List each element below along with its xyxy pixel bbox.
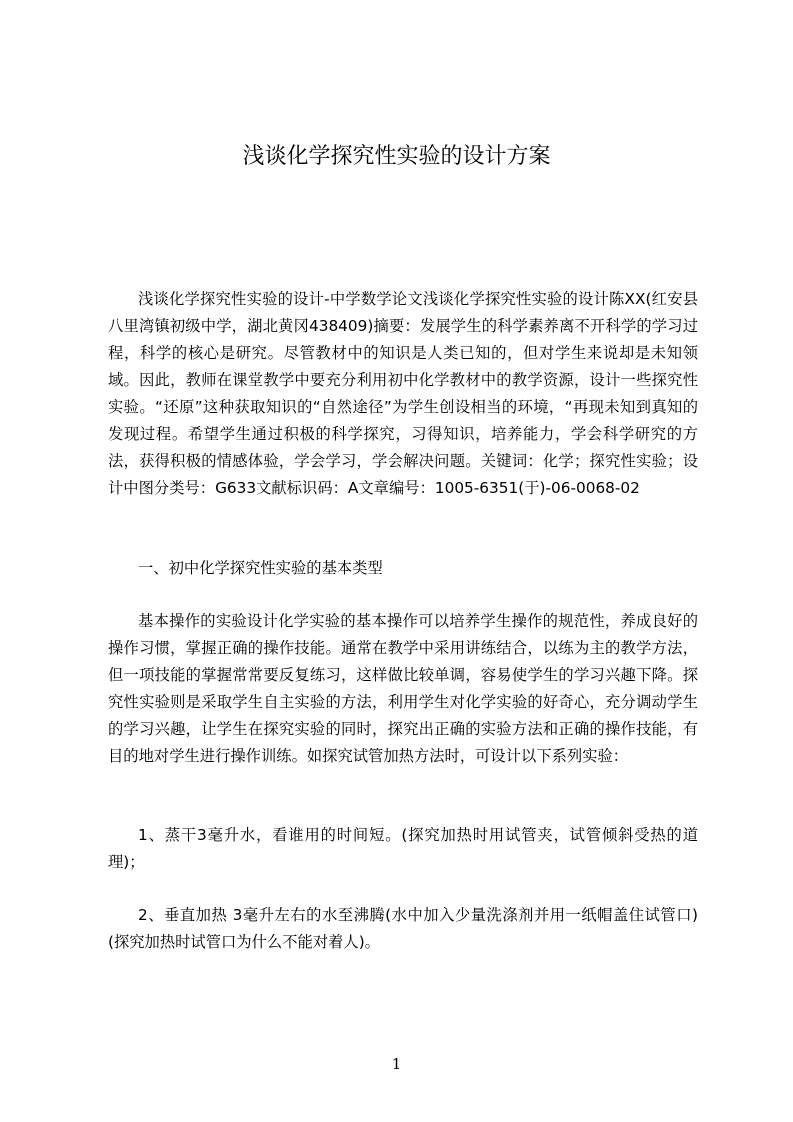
- document-title: 浅谈化学探究性实验的设计方案: [242, 144, 551, 169]
- page-number: 1: [391, 1055, 402, 1073]
- section-heading: 一、初中化学探究性实验的基本类型: [138, 559, 383, 577]
- abstract-paragraph: 浅谈化学探究性实验的设计-中学数学论文浅谈化学探究性实验的设计陈XX(红安县八里湾镇初级中学，湖北黄冈438409)摘要：发展学生的科学素养离不开科学的学习过程，科学的核心是研究。尽管教材中的知识是人类已知的，但对学生来说却是未知领域。因此，教师在课堂教学中要充分利用初中化学教材中的教学资源，设计一些探究性实验。“还原”这种获取知识的“自然途径”为学生创设相当的环境，“再现未知到真知的发现过程。希望学生通过积极的科学探究，习得知识，培养能力，学会科学研究的方法，获得积极的情感体验，学会学习，学会解决问题。关键词：化学；探究性实验；设计中图分类号：G633文献标识码：A文章编号：1005-6351(于)-06-0068-02: [108, 290, 698, 497]
- experiment-item-1: 1、蒸干3毫升水，看谁用的时间短。(探究加热时用试管夹，试管倾斜受热的道理)；: [108, 826, 698, 871]
- experiment-item-2: 2、垂直加热 3毫升左右的水至沸腾(水中加入少量洗涤剂并用一纸帽盖住试管口)(探究加热时试管口为什么不能对着人)。: [108, 906, 698, 951]
- basic-operation-paragraph: 基本操作的实验设计化学实验的基本操作可以培养学生操作的规范性，养成良好的操作习惯，掌握正确的操作技能。通常在教学中采用讲练结合，以练为主的教学方法，但一项技能的掌握常常要反复练习，这样做比较单调，容易使学生的学习兴趣下降。探究性实验则是采取学生自主实验的方法，利用学生对化学实验的好奇心，充分调动学生的学习兴趣，让学生在探究实验的同时，探究出正确的实验方法和正确的操作技能，有目的地对学生进行操作训练。如探究试管加热方法时，可设计以下系列实验：: [108, 612, 698, 765]
